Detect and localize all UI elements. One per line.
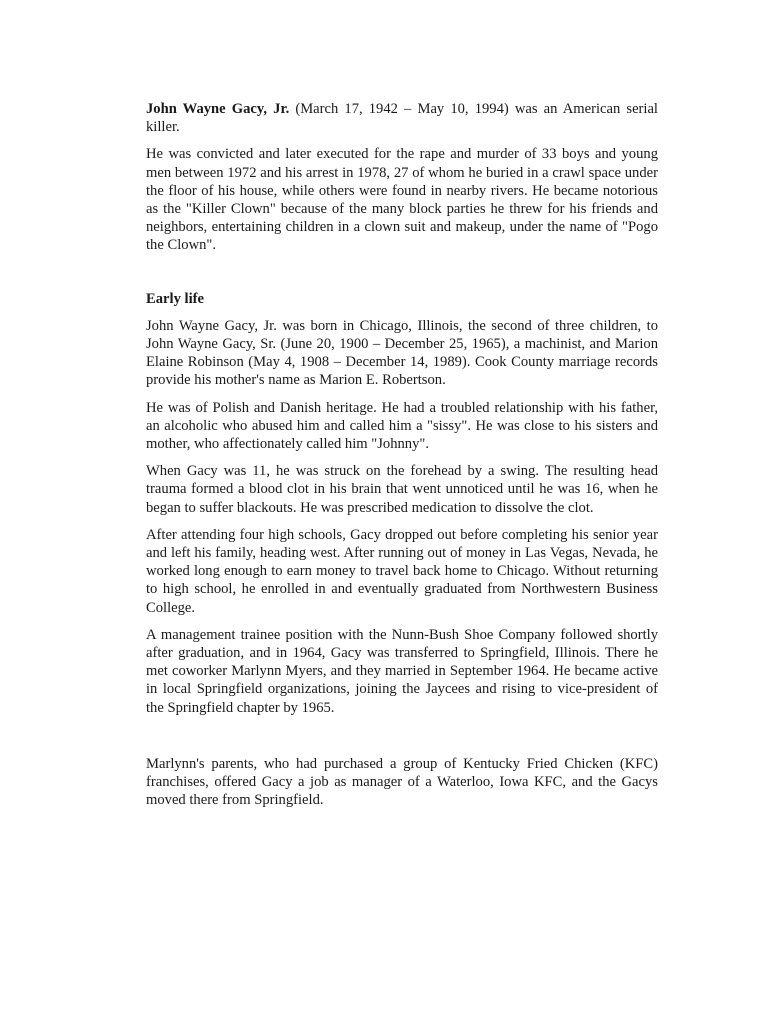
birth-paragraph: John Wayne Gacy, Jr. was born in Chicago, Illinois, the second of three children, to John Wayne Gacy, Sr. (June 20, 1900 – December 25, 1965), a machinist, and Marion Elaine Robinson (May 4, 1908 – December 14, 1989). Cook County marriage records provide his mother's name as Marion E. Robertson.: [146, 317, 658, 389]
intro-text: (March 17, 1942 – May 10, 1994) was an American serial killer.: [146, 101, 658, 136]
document-page: [146, 100, 658, 810]
intro-paragraph: [146, 100, 658, 136]
section-heading-early-life: Early life: [146, 290, 204, 307]
subject-name: John Wayne Gacy, Jr.: [146, 101, 290, 117]
schooling-paragraph: After attending four high schools, Gacy dropped out before completing his senior year and left his family, heading west. After running out of money in Las Vegas, Nevada, he worked long enough to earn money to travel back home to Chicago. Without returning to high school, he enrolled in and eventually graduated from Northwestern Business College.: [146, 526, 658, 616]
nunn-bush-paragraph: A management trainee position with the Nunn-Bush Shoe Company followed shortly after graduation, and in 1964, Gacy was transferred to Springfield, Illinois. There he met coworker Marlynn Myers, and they married in September 1964. He became active in local Springfield organizations, joining the Jaycees and rising to vice-president of the Springfield chapter by 1965.: [146, 626, 658, 716]
heritage-paragraph: He was of Polish and Danish heritage. He had a troubled relationship with his father, an alcoholic who abused him and called him a "sissy". He was close to his sisters and mother, who affectionately called him "Johnny".: [146, 399, 658, 453]
kfc-paragraph: Marlynn's parents, who had purchased a group of Kentucky Fried Chicken (KFC) franchises, offered Gacy a job as manager of a Waterloo, Iowa KFC, and the Gacys moved there from Springfield.: [146, 755, 658, 809]
swing-injury-paragraph: When Gacy was 11, he was struck on the forehead by a swing. The resulting head trauma formed a blood clot in his brain that went unnoticed until he was 16, when he began to suffer blackouts. He was prescribed medication to dissolve the clot.: [146, 463, 658, 516]
conviction-paragraph: He was convicted and later executed for the rape and murder of 33 boys and young men between 1972 and his arrest in 1978, 27 of whom he buried in a crawl space under the floor of his house, while others were found in nearby rivers. He became notorious as the "Killer Clown" because of the many block parties he threw for his friends and neighbors, entertaining children in a clown suit and makeup, under the name of "Pogo the Clown".: [146, 146, 658, 254]
